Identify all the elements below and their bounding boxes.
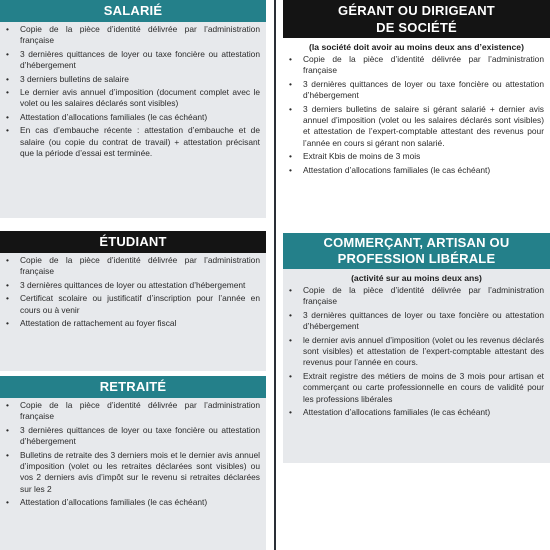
list-item: • 3 dernières quittances de loyer ou attestation d’hébergement [6,279,246,290]
bullet-icon: • [6,111,9,122]
section-body [0,22,266,218]
list-item: • 3 dernières quittances de loyer ou taxe foncière ou attestation d’hébergement [6,48,260,71]
section-header-salarie [0,0,266,22]
list-item: • Extrait Kbis de moins de 3 mois [289,151,421,162]
right-column [283,0,550,550]
bullet-icon: • [6,24,9,34]
section-title: ÉTUDIANT [99,234,167,249]
bullet-icon: • [6,73,9,84]
section-subtitle: (activité sur au moins deux ans) [351,273,482,283]
list-item: • le dernier avis annuel d’imposition (volet ou les revenus déclarés sont visibles) et attestation de l’expert-comptable attestant des revenus pour l’année en cours. [289,334,544,368]
section-body [283,269,550,463]
list-item: • Copie de la pièce d’identité délivrée par l’administration française [289,54,544,76]
left-column [0,0,266,550]
document-list [6,255,260,329]
bullet-icon: • [6,255,9,265]
document-list [6,400,260,509]
list-item: • Copie de la pièce d’identité délivrée par l’administration française [289,285,544,307]
section-title-line2: DE SOCIÉTÉ [376,20,457,35]
list-item: • Certificat scolaire ou justificatif d’inscription pour l’année en cours ou à venir [6,293,260,315]
list-item: • Copie de la pièce d’identité délivrée par l’administration française [6,400,260,422]
bullet-icon: • [289,309,292,320]
column-divider [274,0,276,550]
list-item: • 3 dernières quittances de loyer ou taxe foncière ou attestation d’hébergement [289,309,544,332]
list-item: • Le dernier avis annuel d’imposition (document complet avec le volet ou les salaires déclarés sont visibles) [6,87,260,109]
section-title-line2: PROFESSION LIBÉRALE [337,251,496,266]
bullet-icon: • [289,164,292,175]
bullet-icon: • [289,103,292,114]
section-title: SALARIÉ [103,3,163,18]
section-retraite [0,376,266,550]
section-header-commercant [283,233,550,269]
section-title: RETRAITÉ [99,379,167,394]
list-item: • 3 dernières quittances de loyer ou taxe foncière ou attestation d’hébergement [289,78,544,101]
bullet-icon: • [6,125,9,136]
document-list [289,285,544,418]
bullet-icon: • [6,87,9,98]
section-body [283,38,550,220]
section-header-gerant [283,0,550,38]
list-item: • Copie de la pièce d’identité délivrée par l’administration française [6,255,260,277]
section-header-etudiant [0,231,266,253]
bullet-icon: • [6,400,9,410]
bullet-icon: • [6,293,9,304]
list-item: • Attestation d’allocations familiales (le cas échéant) [289,407,491,418]
bullet-icon: • [289,334,292,345]
list-item: • Bulletins de retraite des 3 derniers mois et le dernier avis annuel d’imposition (volet ou les retraites déclarées sont visibles) ou vos 2 derniers avis d’impôt sur le revenu si retraites déclarées sur les 2 [6,449,260,494]
list-item: • Copie de la pièce d’identité délivrée par l’administration française [6,24,260,46]
list-item: • Attestation d’allocations familiales (le cas échéant) [6,111,208,122]
bullet-icon: • [289,54,292,64]
bullet-icon: • [289,370,292,381]
bullet-icon: • [6,497,9,508]
section-etudiant [0,231,266,371]
section-title-line1: GÉRANT OU DIRIGEANT [338,3,495,18]
bullet-icon: • [289,285,292,295]
list-item: • 3 derniers bulletins de salaire si gérant salarié + dernier avis annuel d’imposition (volet ou les salaires déclarés sont visibles) et attestation de l’expert-comptable attestant des revenus pour l’année en cours si gérant non salarié. [289,103,544,148]
section-body [0,398,266,550]
bullet-icon: • [289,407,292,418]
bullet-icon: • [6,449,9,460]
bullet-icon: • [289,78,292,89]
list-item: • Attestation d’allocations familiales (le cas échéant) [6,497,208,508]
section-header-retraite [0,376,266,398]
bullet-icon: • [6,424,9,435]
bullet-icon: • [6,48,9,59]
bullet-icon: • [289,151,292,162]
list-item: • 3 dernières quittances de loyer ou taxe foncière ou attestation d’hébergement [6,424,260,447]
bullet-icon: • [6,279,9,290]
list-item: • Attestation d’allocations familiales (le cas échéant) [289,164,491,175]
section-commercant [283,233,550,463]
section-subtitle: (la société doit avoir au moins deux ans d’existence) [309,42,524,52]
section-gerant [283,0,550,220]
section-body [0,253,266,371]
list-item: • Extrait registre des métiers de moins de 3 mois pour artisan et commerçant ou carte professionnelle en cours de validité pour les professions libérales [289,370,544,404]
list-item: • Attestation de rattachement au foyer fiscal [6,318,177,329]
section-title-line1: COMMERÇANT, ARTISAN OU [323,235,510,250]
document-list [6,24,260,159]
section-salarie [0,0,266,218]
list-item: • En cas d’embauche récente : attestation d’embauche et de salaire (ou copie du contrat de travail) + attestation précisant que la période d’essai est terminée. [6,125,260,159]
bullet-icon: • [6,318,9,329]
list-item: • 3 derniers bulletins de salaire [6,73,129,84]
document-list [289,54,544,176]
